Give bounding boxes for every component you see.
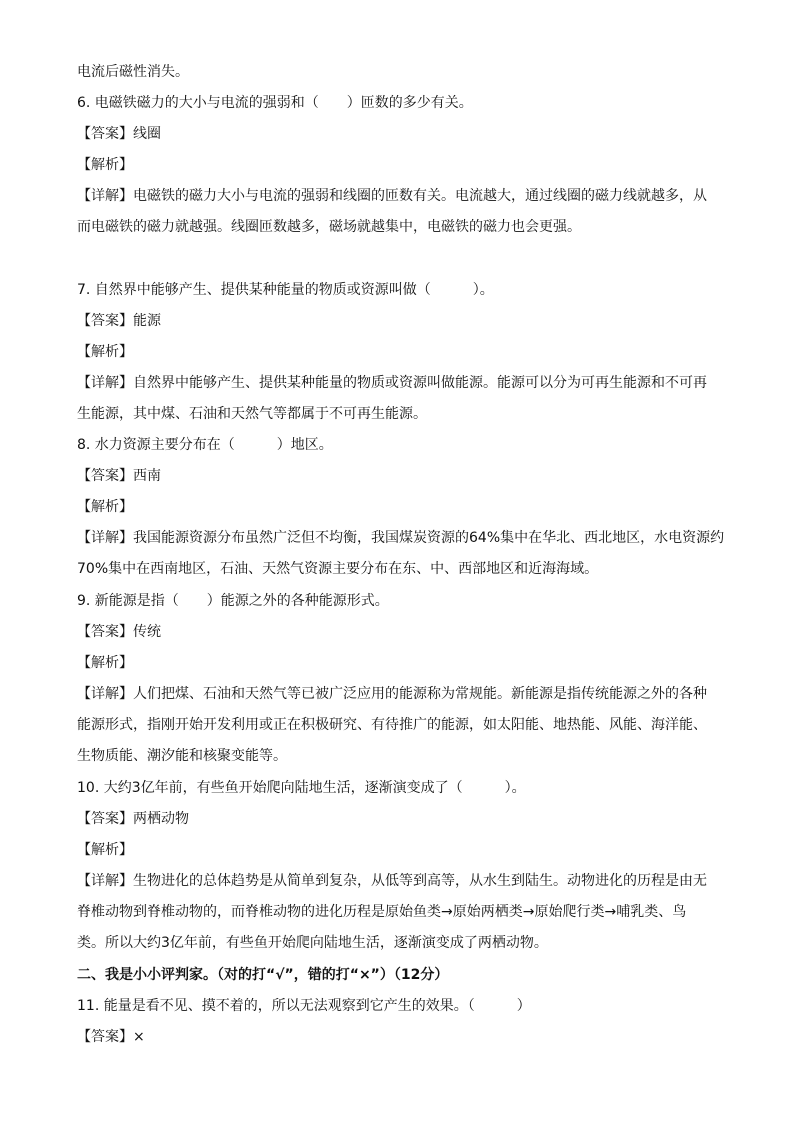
answer-9: 【答案】传统 <box>77 624 161 640</box>
detail-6-line2: 而电磁铁的磁力就越强。线圈匝数越多，磁场就越集中，电磁铁的磁力也会更强。 <box>77 219 581 235</box>
text-line: 电流后磁性消失。 <box>77 64 189 80</box>
detail-10-line3: 类。所以大约3亿年前，有些鱼开始爬向陆地生活，逐渐演变成了两栖动物。 <box>77 935 548 951</box>
section-heading: 二、我是小小评判家。（对的打“√”，错的打“×”）（12分） <box>77 967 449 983</box>
answer-11: 【答案】× <box>77 1029 145 1045</box>
detail-9-line2: 能源形式，指刚开始开发利用或正在积极研究、有待推广的能源，如太阳能、地热能、风能、海洋能、 <box>77 717 707 733</box>
detail-8-line1: 【详解】我国能源资源分布虽然广泛但不均衡，我国煤炭资源的64%集中在华北、西北地区，水电资源约 <box>77 530 725 546</box>
analysis-10: 【解析】 <box>77 842 133 858</box>
answer-8: 【答案】西南 <box>77 468 161 484</box>
question-8: 8. 水力资源主要分布在（ ）地区。 <box>77 437 333 453</box>
detail-10-line1: 【详解】生物进化的总体趋势是从简单到复杂，从低等到高等，从水生到陆生。动物进化的历程是由无 <box>77 873 707 889</box>
analysis-7: 【解析】 <box>77 344 133 360</box>
question-11: 11. 能量是看不见、摸不着的，所以无法观察到它产生的效果。（ ） <box>77 998 531 1014</box>
analysis-6: 【解析】 <box>77 157 133 173</box>
detail-7-line1: 【详解】自然界中能够产生、提供某种能量的物质或资源叫做能源。能源可以分为可再生能源和不可再 <box>77 375 707 391</box>
detail-9-line1: 【详解】人们把煤、石油和天然气等已被广泛应用的能源称为常规能。新能源是指传统能源之外的各种 <box>77 686 707 702</box>
answer-6: 【答案】线圈 <box>77 126 161 142</box>
analysis-9: 【解析】 <box>77 655 133 671</box>
analysis-8: 【解析】 <box>77 499 133 515</box>
detail-10-line2: 脊椎动物到脊椎动物的，而脊椎动物的进化历程是原始鱼类→原始两栖类→原始爬行类→哺乳类、鸟 <box>77 904 687 920</box>
question-10: 10. 大约3亿年前，有些鱼开始爬向陆地生活，逐渐演变成了（ ）。 <box>77 780 526 796</box>
question-6: 6. 电磁铁磁力的大小与电流的强弱和（ ）匝数的多少有关。 <box>77 95 473 111</box>
detail-8-line2: 70%集中在西南地区，石油、天然气资源主要分布在东、中、西部地区和近海海域。 <box>77 561 599 577</box>
detail-7-line2: 生能源，其中煤、石油和天然气等都属于不可再生能源。 <box>77 406 427 422</box>
answer-10: 【答案】两栖动物 <box>77 811 189 827</box>
question-9: 9. 新能源是指（ ）能源之外的各种能源形式。 <box>77 593 389 609</box>
question-7: 7. 自然界中能够产生、提供某种能量的物质或资源叫做（ ）。 <box>77 282 494 298</box>
answer-7: 【答案】能源 <box>77 313 161 329</box>
detail-9-line3: 生物质能、潮汐能和核聚变能等。 <box>77 748 287 764</box>
detail-6-line1: 【详解】电磁铁的磁力大小与电流的强弱和线圈的匝数有关。电流越大，通过线圈的磁力线就越多，从 <box>77 188 707 204</box>
